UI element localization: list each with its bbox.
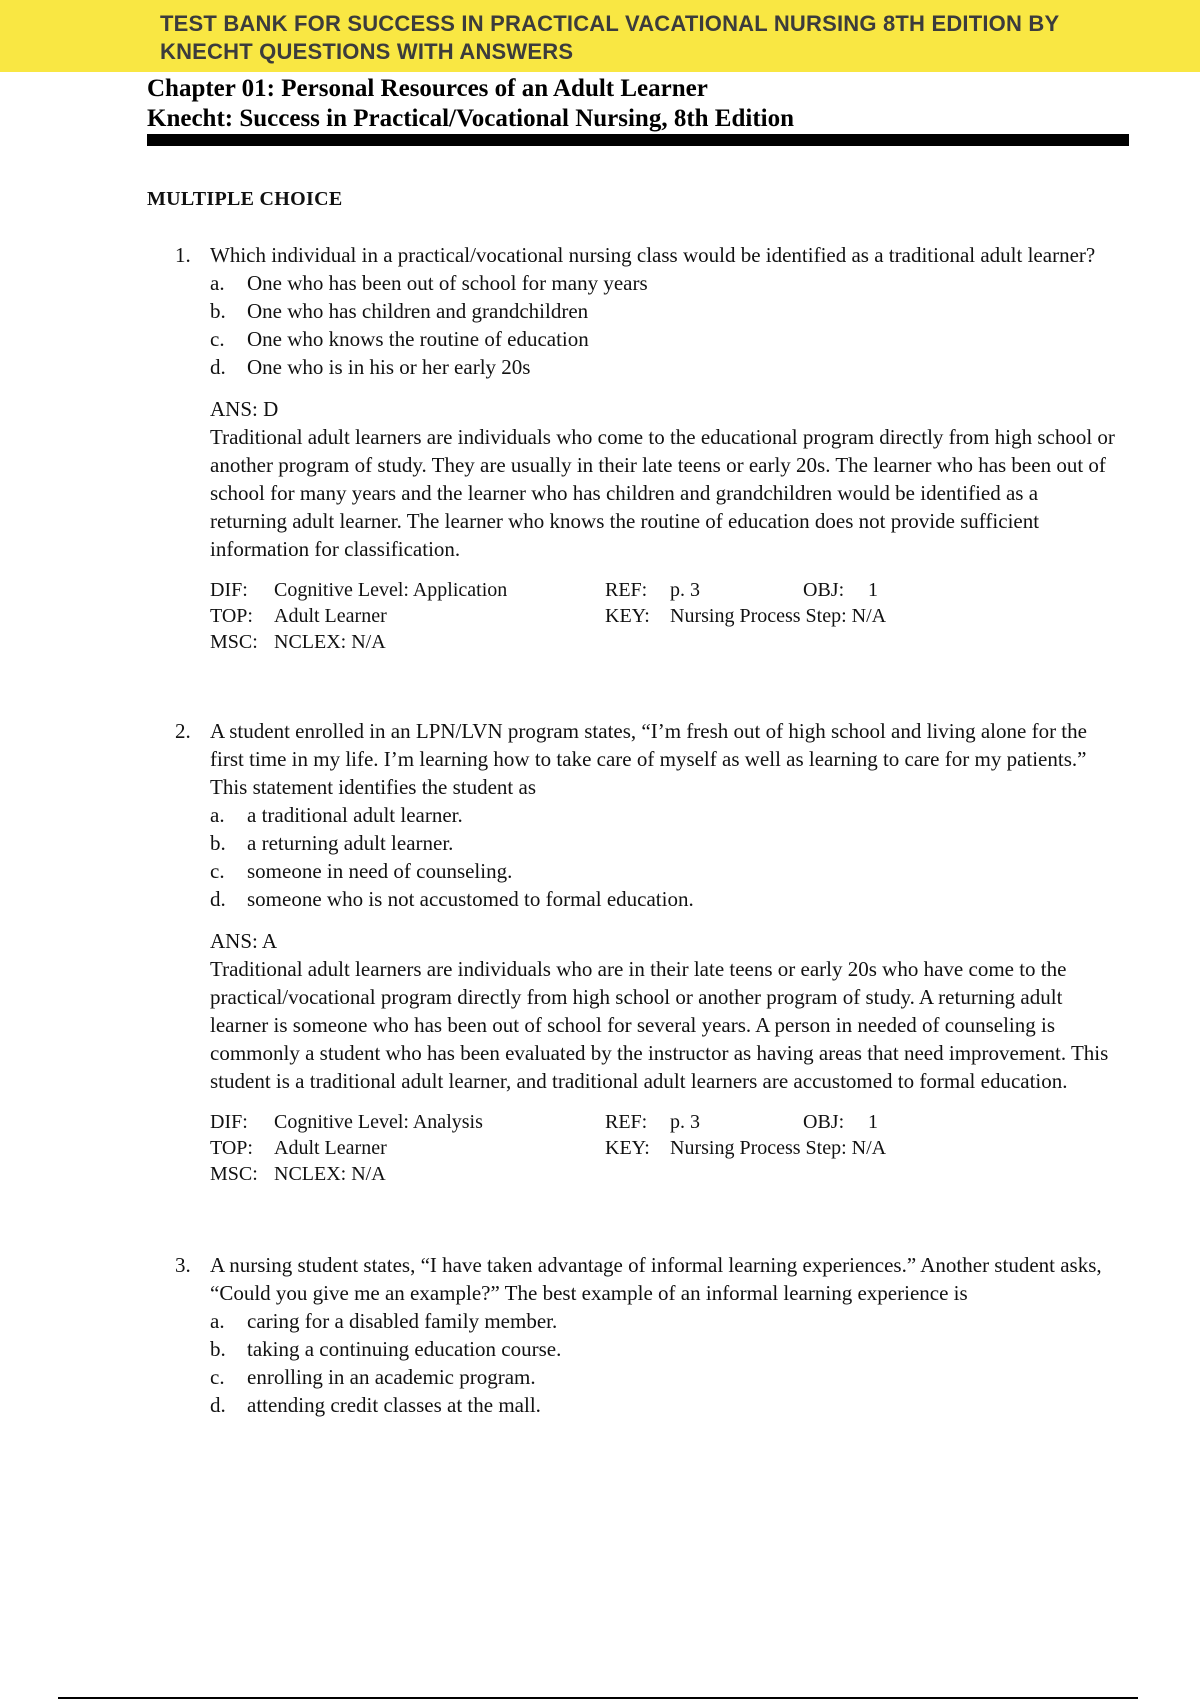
dif-label: DIF: xyxy=(210,1111,248,1133)
top-value: Adult Learner xyxy=(274,605,387,627)
option-a xyxy=(210,1307,1127,1335)
heading-rule xyxy=(147,134,1129,146)
obj-value: 1 xyxy=(868,579,878,601)
obj-label: OBJ: xyxy=(803,579,845,601)
option-letter: c. xyxy=(210,1365,225,1389)
option-letter: b. xyxy=(210,831,226,855)
option-text: attending credit classes at the mall. xyxy=(247,1393,541,1417)
option-text: One who has children and grandchildren xyxy=(247,299,589,323)
key-value: Nursing Process Step: N/A xyxy=(670,605,887,627)
dif-value: Cognitive Level: Application xyxy=(274,579,508,601)
option-b xyxy=(210,1335,1127,1363)
option-c xyxy=(210,1363,1127,1391)
book-title: Knecht: Success in Practical/Vocational Nursing, 8th Edition xyxy=(147,105,795,132)
option-letter: b. xyxy=(210,1337,226,1361)
option-text: taking a continuing education course. xyxy=(247,1337,562,1361)
msc-value: NCLEX: N/A xyxy=(274,1163,386,1185)
ref-value: p. 3 xyxy=(670,579,700,601)
option-text: One who knows the routine of education xyxy=(247,327,589,351)
option-text: someone who is not accustomed to formal education. xyxy=(247,887,694,911)
msc-label: MSC: xyxy=(210,1163,258,1185)
question-1 xyxy=(147,241,1127,655)
title-banner xyxy=(0,0,1200,72)
top-label: TOP: xyxy=(210,605,253,627)
top-label: TOP: xyxy=(210,1137,253,1159)
obj-label: OBJ: xyxy=(803,1111,845,1133)
option-letter: c. xyxy=(210,859,225,883)
option-letter: d. xyxy=(210,355,226,379)
ref-label: REF: xyxy=(605,1111,648,1133)
key-value: Nursing Process Step: N/A xyxy=(670,1137,887,1159)
key-label: KEY: xyxy=(605,1137,650,1159)
option-a xyxy=(210,801,1127,829)
option-c xyxy=(210,857,1127,885)
banner-line-2: KNECHT QUESTIONS WITH ANSWERS xyxy=(160,39,574,64)
key-label: KEY: xyxy=(605,605,650,627)
dif-label: DIF: xyxy=(210,579,248,601)
option-letter: b. xyxy=(210,299,226,323)
question-number: 2. xyxy=(175,719,191,743)
option-d xyxy=(210,885,1127,913)
option-letter: d. xyxy=(210,1393,226,1417)
msc-label: MSC: xyxy=(210,631,258,653)
option-text: someone in need of counseling. xyxy=(247,859,513,883)
option-text: caring for a disabled family member. xyxy=(247,1309,558,1333)
banner-title xyxy=(160,10,1180,66)
option-text: One who is in his or her early 20s xyxy=(247,355,531,379)
option-letter: d. xyxy=(210,887,226,911)
option-letter: c. xyxy=(210,327,225,351)
option-text: a returning adult learner. xyxy=(247,831,454,855)
question-stem: Which individual in a practical/vocational nursing class would be identified as a traditional adult learner? xyxy=(210,243,1096,267)
ref-label: REF: xyxy=(605,579,648,601)
option-b xyxy=(210,829,1127,857)
section-label: MULTIPLE CHOICE xyxy=(147,188,343,210)
option-text: One who has been out of school for many years xyxy=(247,271,648,295)
question-number: 1. xyxy=(175,243,191,267)
option-letter: a. xyxy=(210,1309,225,1333)
ref-value: p. 3 xyxy=(670,1111,700,1133)
option-c xyxy=(210,325,1127,353)
question-number: 3. xyxy=(175,1253,191,1277)
answer-key: ANS: D xyxy=(210,397,279,421)
dif-value: Cognitive Level: Analysis xyxy=(274,1111,483,1133)
answer-key: ANS: A xyxy=(210,929,278,953)
question-metadata xyxy=(210,577,1127,655)
question-stem: A nursing student states, “I have taken advantage of informal learning experiences.” Another student asks, “Could you give me an example?” The best example of an informal learning experience is xyxy=(210,1253,1102,1305)
question-stem: A student enrolled in an LPN/LVN program states, “I’m fresh out of high school and living alone for the first time in my life. I’m learning how to take care of myself as well as learning to care for my patients.” This statement identifies the student as xyxy=(210,719,1087,799)
chapter-title: Chapter 01: Personal Resources of an Adult Learner xyxy=(147,75,708,102)
footer-rule xyxy=(58,1697,1138,1699)
option-d xyxy=(210,353,1127,381)
banner-line-1: TEST BANK FOR SUCCESS IN PRACTICAL VACATIONAL NURSING 8TH EDITION BY xyxy=(160,11,1060,36)
msc-value: NCLEX: N/A xyxy=(274,631,386,653)
option-letter: a. xyxy=(210,271,225,295)
option-b xyxy=(210,297,1127,325)
option-text: enrolling in an academic program. xyxy=(247,1365,536,1389)
rationale: Traditional adult learners are individuals who are in their late teens or early 20s who have come to the practical/vocational program directly from high school or another program of study. A returning adult learner is someone who has been out of school for several years. A person in needed of counseling is commonly a student who has been evaluated by the instructor as having areas that need improvement. This student is a traditional adult learner, and traditional adult learners are accustomed to formal education. xyxy=(210,957,1109,1093)
option-text: a traditional adult learner. xyxy=(247,803,463,827)
option-d xyxy=(210,1391,1127,1419)
question-2 xyxy=(147,717,1127,1187)
top-value: Adult Learner xyxy=(274,1137,387,1159)
question-3 xyxy=(147,1251,1127,1419)
option-a xyxy=(210,269,1127,297)
rationale: Traditional adult learners are individuals who come to the educational program directly from high school or another program of study. They are usually in their late teens or early 20s. The learner who has been out of school for many years and the learner who has children and grandchildren would be identified as a returning adult learner. The learner who knows the routine of education does not provide sufficient information for classification. xyxy=(210,425,1115,561)
obj-value: 1 xyxy=(868,1111,878,1133)
question-metadata xyxy=(210,1109,1127,1187)
option-letter: a. xyxy=(210,803,225,827)
